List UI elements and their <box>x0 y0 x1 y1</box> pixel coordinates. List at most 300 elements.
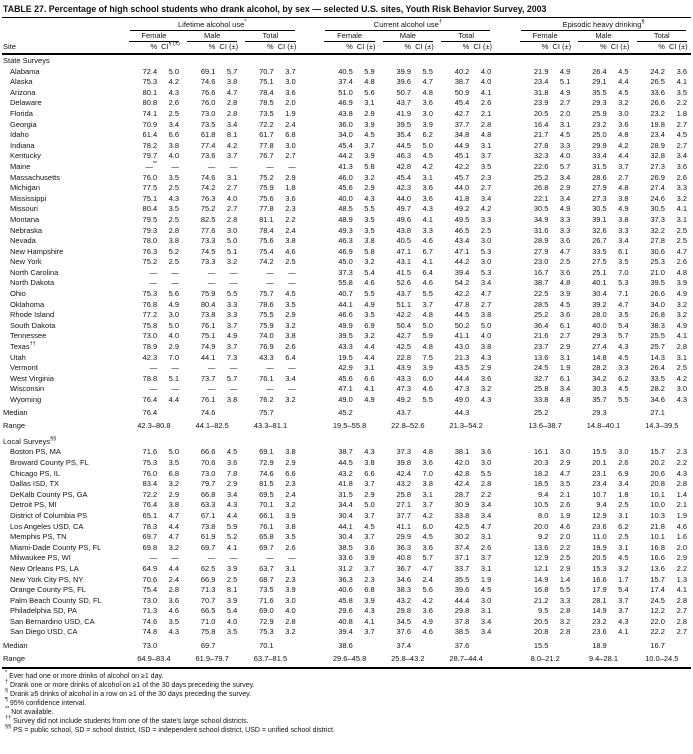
percent-value: — <box>149 384 158 394</box>
percent-value: 75.6 <box>259 193 274 203</box>
percent-value: 47.8 <box>454 299 470 309</box>
percent-value: 75.9 <box>259 320 274 330</box>
percent-value: 31.6 <box>533 225 549 235</box>
footnote-symbol: † <box>5 679 9 686</box>
percent-value: 9.4 <box>537 489 549 499</box>
percent-value: 80.4 <box>200 299 216 309</box>
percent-value: 22.1 <box>533 193 549 203</box>
column-gap <box>495 543 516 554</box>
ci-value: — <box>288 384 296 394</box>
percent-value: 29.6 <box>338 606 353 616</box>
ci-value: 5.6 <box>422 585 433 595</box>
percent-value: 27.8 <box>650 236 665 246</box>
percent-value: 70.7 <box>259 66 274 76</box>
percent-value: 36.0 <box>338 119 353 129</box>
percent-value: 44.1 <box>338 299 353 309</box>
percent-value: 35.7 <box>592 395 607 404</box>
ci-value: 3.1 <box>422 489 433 499</box>
table-row <box>2 522 691 533</box>
ci-header: CI (±) <box>472 42 495 54</box>
ci-value: 2.7 <box>676 606 687 616</box>
column-gap <box>495 130 516 141</box>
site-name: New Hampshire <box>10 246 64 256</box>
percent-value: 43.2 <box>396 479 412 489</box>
median-value: 70.1 <box>259 640 274 650</box>
percent-value: 49.2 <box>396 395 412 404</box>
table-row <box>2 458 691 469</box>
table-row <box>2 575 691 586</box>
percent-value: 27.9 <box>592 183 607 193</box>
ci-value: 3.7 <box>226 151 238 161</box>
ci-value: 6.2 <box>422 130 433 140</box>
site-name: Detroit PS, MI <box>10 500 57 510</box>
percent-value: 23.4 <box>592 479 607 489</box>
percent-value: 43.4 <box>454 236 470 246</box>
percent-value: 43.8 <box>338 108 353 118</box>
percent-header: % <box>574 42 609 54</box>
percent-value: 75.3 <box>142 77 158 87</box>
ci-value: 2.7 <box>676 140 687 150</box>
ci-value: 3.8 <box>285 236 296 246</box>
ci-value: 3.6 <box>422 457 433 467</box>
ci-value: 3.5 <box>226 627 238 637</box>
median-value: 43.7 <box>396 408 412 418</box>
ci-value: 3.5 <box>364 225 375 235</box>
footnote-symbol: ** <box>5 706 10 713</box>
ci-value: 6.6 <box>364 373 375 383</box>
ci-value: 3.9 <box>364 595 375 605</box>
percent-value: 16.8 <box>533 585 549 595</box>
percent-value: 20.6 <box>650 468 665 478</box>
percent-value: 61.8 <box>200 130 216 140</box>
ci-value: 2.8 <box>676 595 687 605</box>
median-value: 75.7 <box>259 408 274 418</box>
percent-value: 28.9 <box>533 236 549 246</box>
ci-value: 3.5 <box>480 161 492 171</box>
ci-value: 3.7 <box>285 66 296 76</box>
percent-value: 71.0 <box>200 616 216 626</box>
ci-value: 6.8 <box>168 468 180 478</box>
percent-value: 25.0 <box>592 130 607 140</box>
ci-value: 2.3 <box>676 447 687 457</box>
percent-value: 18.5 <box>533 479 549 489</box>
percent-value: 73.8 <box>200 310 216 320</box>
footnote: § Drank ≥5 drinks of alcohol in a row on ≥1 of the 30 days preceding the survey. <box>5 688 252 699</box>
table-row <box>2 564 691 575</box>
ci-value: 3.3 <box>559 595 571 605</box>
percent-value: 33.8 <box>533 395 549 404</box>
percent-value: 36.4 <box>533 320 549 330</box>
column-gap <box>495 627 516 638</box>
ci-value: 5.8 <box>364 246 375 256</box>
percent-value: 23.2 <box>592 616 607 626</box>
ci-value: 4.6 <box>422 236 433 246</box>
ci-value: 2.5 <box>168 183 180 193</box>
ci-value: 3.8 <box>618 193 629 203</box>
ci-value: 5.5 <box>364 204 375 214</box>
ci-value: 4.1 <box>676 585 687 595</box>
percent-value: 75.1 <box>259 77 274 87</box>
ci-value: 4.4 <box>168 521 180 531</box>
percent-value: 49.0 <box>454 395 470 404</box>
percent-value: 13.6 <box>650 563 665 573</box>
percent-value: 27.3 <box>650 161 665 171</box>
percent-value: 37.6 <box>396 627 412 637</box>
ci-value: 5.3 <box>480 267 492 277</box>
column-gap <box>300 268 321 279</box>
percent-value: 8.0 <box>537 510 549 520</box>
ci-value: 3.3 <box>676 183 687 193</box>
sub-total: Total <box>633 31 691 42</box>
ci-value: 2.9 <box>559 457 571 467</box>
ci-value: 4.0 <box>226 193 238 203</box>
percent-value: 44.9 <box>454 140 470 150</box>
column-gap <box>495 268 516 279</box>
column-gap <box>495 585 516 596</box>
range-value: 43.3–81.1 <box>253 421 288 431</box>
percent-value: 40.5 <box>396 236 412 246</box>
percent-value: 25.5 <box>650 331 665 341</box>
ci-value: 3.3 <box>480 214 492 224</box>
percent-value: 26.8 <box>533 183 549 193</box>
range-label: Range <box>3 421 26 431</box>
column-gap <box>300 257 321 268</box>
percent-value: 68.7 <box>259 574 274 584</box>
ci-value: 5.5 <box>422 66 433 76</box>
percent-value: 74.6 <box>200 172 216 182</box>
footnote-symbol: †† <box>5 715 12 722</box>
column-gap <box>495 458 516 469</box>
ci-value: 4.9 <box>559 204 571 214</box>
column-gap <box>495 511 516 522</box>
range-row <box>2 651 691 668</box>
ci-value: 3.4 <box>480 616 492 626</box>
ci-value: 2.5 <box>285 257 296 267</box>
percent-value: 42.5 <box>396 342 412 352</box>
ci-value: 2.7 <box>480 299 492 309</box>
median-empty <box>414 406 437 419</box>
column-gap <box>495 141 516 152</box>
ci-value: — <box>288 278 296 288</box>
percent-value: 61.4 <box>142 130 158 140</box>
percent-value: 42.5 <box>454 521 470 531</box>
column-gap <box>300 42 321 54</box>
ci-value: 3.7 <box>364 627 375 637</box>
ci-value: 3.2 <box>364 257 375 267</box>
column-gap <box>300 247 321 258</box>
column-gap <box>300 447 321 458</box>
ci-value: 3.2 <box>285 500 296 510</box>
ci-value: 3.2 <box>559 616 571 626</box>
column-gap <box>495 395 516 406</box>
ci-value: 2.4 <box>285 119 296 129</box>
table-row <box>2 162 691 173</box>
percent-value: — <box>149 363 158 373</box>
percent-value: 40.8 <box>338 616 353 626</box>
ci-value: 3.6 <box>559 236 571 246</box>
percent-value: 75.2 <box>200 204 216 214</box>
ci-value: 4.5 <box>618 352 629 362</box>
column-gap <box>495 490 516 501</box>
percent-value: 31.2 <box>338 563 353 573</box>
ci-value: 8.1 <box>226 130 238 140</box>
percent-value: — <box>207 384 216 394</box>
percent-value: 43.3 <box>396 373 412 383</box>
site-name: New Orleans PS, LA <box>10 563 79 573</box>
percent-value: 39.5 <box>396 119 412 129</box>
percent-value: 25.1 <box>592 267 607 277</box>
ci-value: 3.0 <box>559 447 571 457</box>
ci-value: 3.5 <box>676 87 687 97</box>
percent-value: 73.3 <box>200 257 216 267</box>
column-gap <box>495 406 516 419</box>
ci-value: 3.5 <box>168 204 180 214</box>
group-lifetime-label: Lifetime alcohol use* <box>130 19 295 31</box>
site-name: Rhode Island <box>10 310 55 320</box>
percent-value: 76.3 <box>200 193 216 203</box>
ci-value: 3.4 <box>480 500 492 510</box>
percent-value: 44.5 <box>396 140 412 150</box>
percent-value: 49.6 <box>396 214 412 224</box>
percent-value: 43.0 <box>454 342 470 352</box>
percent-value: 20.5 <box>533 616 549 626</box>
percent-value: 72.9 <box>259 457 274 467</box>
ci-value: 5.4 <box>618 585 629 595</box>
column-gap <box>495 447 516 458</box>
ci-value: 6.6 <box>168 130 180 140</box>
table-row <box>2 120 691 131</box>
ci-value: 3.0 <box>168 310 180 320</box>
column-gap <box>495 310 516 321</box>
ci-value: 3.6 <box>422 183 433 193</box>
ci-value: 3.8 <box>480 310 492 320</box>
sub-total: Total <box>437 31 495 42</box>
percent-value: 74.2 <box>200 183 216 193</box>
column-gap <box>495 522 516 533</box>
ci-value: 5.0 <box>168 447 180 457</box>
column-gap <box>495 479 516 490</box>
site-name: Broward County PS, FL <box>10 457 89 467</box>
percent-value: 13.6 <box>533 352 549 362</box>
percent-value: 66.8 <box>200 489 216 499</box>
column-gap <box>495 162 516 173</box>
section-header-row <box>2 54 691 67</box>
ci-value: 4.0 <box>480 331 492 341</box>
column-gap <box>495 289 516 300</box>
ci-value: 6.7 <box>422 246 433 256</box>
site-name: Nebraska <box>10 225 43 235</box>
site-name: District of Columbia PS <box>10 510 88 520</box>
percent-value: 69.0 <box>259 606 274 616</box>
ci-value: 2.1 <box>676 500 687 510</box>
column-gap <box>495 120 516 131</box>
ci-value: 3.7 <box>480 151 492 161</box>
ci-value: 2.9 <box>168 489 180 499</box>
column-gap <box>495 575 516 586</box>
percent-value: 73.8 <box>200 521 216 531</box>
ci-value: — <box>171 278 180 288</box>
ci-value: 3.1 <box>226 172 238 182</box>
ci-header: CI (±) <box>277 42 300 54</box>
ci-value: 4.6 <box>168 606 180 616</box>
column-gap <box>300 130 321 141</box>
percent-value: 9.4 <box>596 500 607 510</box>
column-gap <box>495 363 516 374</box>
percent-value: 37.8 <box>454 616 470 626</box>
section-title: State Surveys <box>3 56 50 65</box>
percent-value: 23.6 <box>592 521 607 531</box>
ci-value: 2.7 <box>559 98 571 108</box>
ci-value: 2.5 <box>676 225 687 235</box>
ci-value: 1.7 <box>618 574 629 584</box>
percent-value: 47.3 <box>396 384 412 394</box>
percent-value: 44.5 <box>338 457 353 467</box>
ci-value: 3.6 <box>676 161 687 171</box>
percent-value: 38.3 <box>396 585 412 595</box>
ci-value: 3.8 <box>285 331 296 341</box>
percent-value: 49.5 <box>454 214 470 224</box>
percent-header: % <box>633 42 668 54</box>
percent-value: 18.2 <box>533 468 549 478</box>
range-value: 13.6–38.7 <box>528 421 562 431</box>
ci-value: 4.7 <box>676 246 687 256</box>
column-gap <box>300 278 321 289</box>
ci-value: 4.9 <box>676 289 687 299</box>
percent-value: 70.6 <box>200 457 216 467</box>
ci-value: 5.7 <box>422 553 433 563</box>
ci-value: 5.9 <box>422 331 433 341</box>
table-row <box>2 500 691 511</box>
ci-value: 2.7 <box>226 183 238 193</box>
ci-value: — <box>171 161 180 171</box>
ci-value: 4.2 <box>168 77 180 87</box>
column-gap <box>495 257 516 268</box>
percent-value: 74.6 <box>142 616 158 626</box>
percent-value: 42.0 <box>454 457 470 467</box>
table-row <box>2 384 691 395</box>
table-row <box>2 268 691 279</box>
percent-value: 14.3 <box>650 352 665 362</box>
ci-value: 3.6 <box>422 606 433 616</box>
percent-value: 79.7 <box>200 479 216 489</box>
ci-value: 3.2 <box>676 299 687 309</box>
percent-value: 24.6 <box>650 193 665 203</box>
percent-value: 46.6 <box>338 310 353 320</box>
ci-value: 4.7 <box>168 510 180 520</box>
percent-value: 45.6 <box>338 183 353 193</box>
ci-value: 4.6 <box>364 278 375 288</box>
percent-value: 24.5 <box>533 363 549 373</box>
sub-female: Female <box>320 31 378 42</box>
median-value: 37.4 <box>396 640 412 650</box>
percent-value: 76.4 <box>142 500 158 510</box>
ci-value: 7.5 <box>422 352 433 362</box>
percent-value: 38.5 <box>454 627 470 637</box>
percent-value: 76.3 <box>142 246 158 256</box>
percent-value: 37.3 <box>650 214 665 224</box>
table-row <box>2 596 691 607</box>
ci-value: 4.7 <box>168 532 180 542</box>
ci-value: 7.3 <box>226 352 238 362</box>
percent-value: 74.6 <box>259 468 274 478</box>
percent-value: 76.1 <box>200 320 216 330</box>
percent-value: 19.8 <box>650 119 665 129</box>
column-gap <box>495 321 516 332</box>
percent-value: 81.1 <box>259 214 274 224</box>
ci-value: 5.1 <box>226 246 238 256</box>
percent-value: 61.7 <box>259 130 274 140</box>
ci-value: 4.9 <box>364 395 375 404</box>
percent-value: 10.3 <box>650 510 665 520</box>
percent-value: 12.9 <box>533 553 549 563</box>
column-gap <box>300 638 321 651</box>
percent-value: — <box>149 553 158 563</box>
ci-value: 3.1 <box>480 532 492 542</box>
percent-value: 75.1 <box>200 331 216 341</box>
percent-value: 43.2 <box>396 595 412 605</box>
sex-header-row <box>2 31 691 42</box>
median-row <box>2 406 691 419</box>
percent-value: 12.2 <box>650 606 665 616</box>
percent-value: 46.9 <box>338 98 353 108</box>
ci-value: 3.7 <box>364 510 375 520</box>
ci-value: 4.5 <box>226 447 238 457</box>
column-gap <box>495 236 516 247</box>
percent-value: 20.5 <box>592 553 607 563</box>
percent-value: 47.1 <box>454 246 470 256</box>
ci-value: 3.4 <box>480 278 492 288</box>
ci-value: 3.7 <box>618 606 629 616</box>
percent-value: 36.3 <box>396 542 412 552</box>
ci-value: 4.5 <box>559 299 571 309</box>
percent-value: 45.4 <box>454 98 470 108</box>
ci-value: 4.0 <box>168 151 180 161</box>
measure-header-row <box>2 42 691 54</box>
percent-value: 79.5 <box>142 214 158 224</box>
ci-value: 2.9 <box>559 342 571 352</box>
percent-value: 33.4 <box>592 151 607 161</box>
ci-value: 6.1 <box>618 246 629 256</box>
ci-value: 2.8 <box>168 585 180 595</box>
percent-value: 22.5 <box>533 289 549 299</box>
ci-value: 4.3 <box>168 193 180 203</box>
percent-value: — <box>266 363 274 373</box>
percent-value: 44.2 <box>454 257 470 267</box>
percent-value: 34.9 <box>533 214 549 224</box>
median-empty <box>472 406 495 419</box>
percent-value: 44.4 <box>454 373 470 383</box>
ci-value: 3.0 <box>422 108 433 118</box>
percent-value: 37.7 <box>396 510 412 520</box>
ci-value: 3.6 <box>285 87 296 97</box>
percent-value: 24.2 <box>650 66 665 76</box>
column-gap <box>300 606 321 617</box>
site-name: Palm Beach County SD, FL <box>10 595 102 605</box>
percent-value: 74.5 <box>200 246 216 256</box>
ci-value: 3.1 <box>480 140 492 150</box>
ci-value: — <box>229 267 238 277</box>
group-header-row <box>2 19 691 31</box>
ci-value: 3.3 <box>559 140 571 150</box>
percent-value: 42.4 <box>396 468 412 478</box>
column-gap <box>300 342 321 353</box>
ci-value: 2.8 <box>480 479 492 489</box>
percent-value: 46.3 <box>338 236 353 246</box>
ci-value: 4.2 <box>676 373 687 383</box>
median-empty <box>610 406 633 419</box>
percent-value: 21.3 <box>454 352 470 362</box>
percent-value: 39.4 <box>338 627 353 637</box>
